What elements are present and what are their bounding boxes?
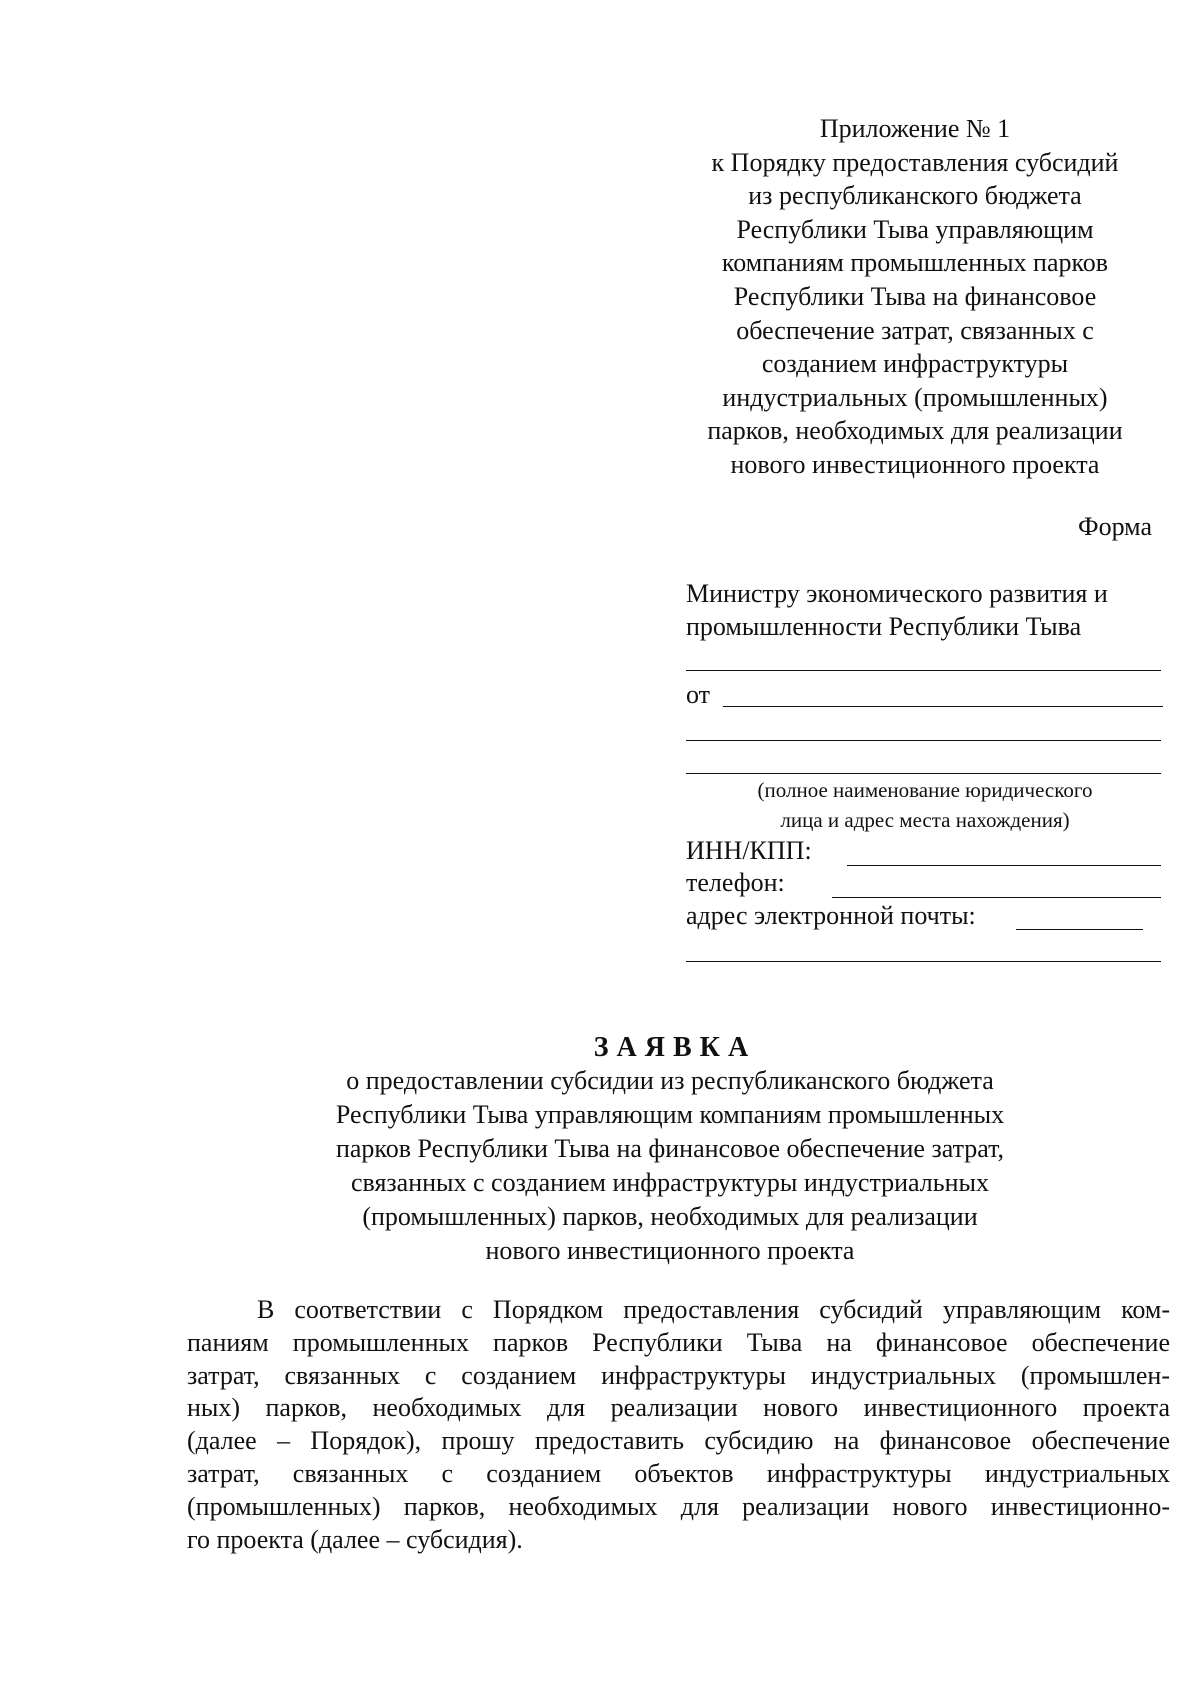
addressee-block bbox=[686, 577, 1166, 643]
appendix-line: обеспечение затрат, связанных с bbox=[736, 315, 1094, 345]
appendix-line: созданием инфраструктуры bbox=[761, 349, 1069, 379]
body-line: затрат, связанных с созданием объектов инфраструктуры индустриальных bbox=[187, 1458, 1170, 1488]
entity-caption bbox=[690, 775, 1160, 835]
body-line: паниям промышленных парков Республики Тыва на финансовое обеспечение bbox=[187, 1327, 1170, 1357]
appendix-line: к Порядку предоставления субсидий bbox=[711, 147, 1119, 177]
subtitle-line: (промышленных) парков, необходимых для реализации bbox=[362, 1202, 978, 1231]
from-blank-line-3[interactable] bbox=[686, 773, 1161, 774]
subtitle-line: Республики Тыва управляющим компаниям промышленных bbox=[335, 1100, 1005, 1129]
document-title: ЗАЯВКА bbox=[593, 1032, 757, 1063]
body-line: (далее – Порядок), прошу предоставить субсидию на финансовое обеспечение bbox=[187, 1426, 1170, 1456]
appendix-line: компаниям промышленных парков bbox=[721, 248, 1109, 278]
body-line: В соответствии с Порядком предоставления субсидий управляющим ком- bbox=[257, 1295, 1170, 1324]
phone-label: телефон: bbox=[686, 868, 785, 897]
appendix-line: Приложение № 1 bbox=[819, 114, 1011, 143]
addressee-blank-line[interactable] bbox=[686, 670, 1161, 671]
subtitle-line: связанных с созданием инфраструктуры индустриальных bbox=[350, 1168, 990, 1197]
appendix-line: Республики Тыва на финансовое bbox=[733, 281, 1097, 311]
caption-line: лица и адрес места нахождения) bbox=[780, 808, 1070, 832]
addressee-line: Министру экономического развития и bbox=[686, 579, 1108, 608]
body-line: (промышленных) парков, необходимых для реализации нового инвестиционно- bbox=[187, 1491, 1170, 1521]
appendix-line: Республики Тыва управляющим bbox=[736, 214, 1094, 244]
appendix-line: нового инвестиционного проекта bbox=[730, 449, 1100, 479]
inn-kpp-label: ИНН/КПП: bbox=[686, 836, 812, 865]
email-blank-line[interactable] bbox=[1016, 929, 1143, 930]
body-paragraph bbox=[187, 1294, 1170, 1556]
caption-line: (полное наименование юридического bbox=[757, 778, 1093, 802]
from-blank-line[interactable] bbox=[723, 706, 1163, 707]
email-blank-line-2[interactable] bbox=[686, 961, 1161, 962]
body-line: го проекта (далее – субсидия). bbox=[187, 1524, 523, 1554]
inn-kpp-blank-line[interactable] bbox=[847, 865, 1161, 866]
appendix-line: из республиканского бюджета bbox=[748, 181, 1082, 211]
appendix-header bbox=[660, 112, 1170, 482]
email-label: адрес электронной почты: bbox=[686, 901, 976, 930]
body-line: затрат, связанных с созданием инфраструктуры индустриальных (промышлен- bbox=[187, 1360, 1170, 1390]
phone-blank-line[interactable] bbox=[832, 897, 1161, 898]
subtitle-line: нового инвестиционного проекта bbox=[485, 1236, 855, 1265]
appendix-line: парков, необходимых для реализации bbox=[707, 416, 1123, 446]
from-blank-line-2[interactable] bbox=[686, 740, 1161, 741]
subtitle-line: о предоставлении субсидии из республиканского бюджета bbox=[346, 1066, 994, 1095]
form-label: Форма bbox=[1078, 512, 1152, 541]
subtitle-line: парков Республики Тыва на финансовое обеспечение затрат, bbox=[335, 1134, 1005, 1163]
document-subtitle bbox=[240, 1064, 1100, 1268]
addressee-line: промышленности Республики Тыва bbox=[686, 612, 1082, 641]
body-line: ных) парков, необходимых для реализации нового инвестиционного проекта bbox=[187, 1393, 1170, 1423]
from-label: от bbox=[686, 680, 711, 709]
appendix-line: индустриальных (промышленных) bbox=[722, 382, 1108, 412]
